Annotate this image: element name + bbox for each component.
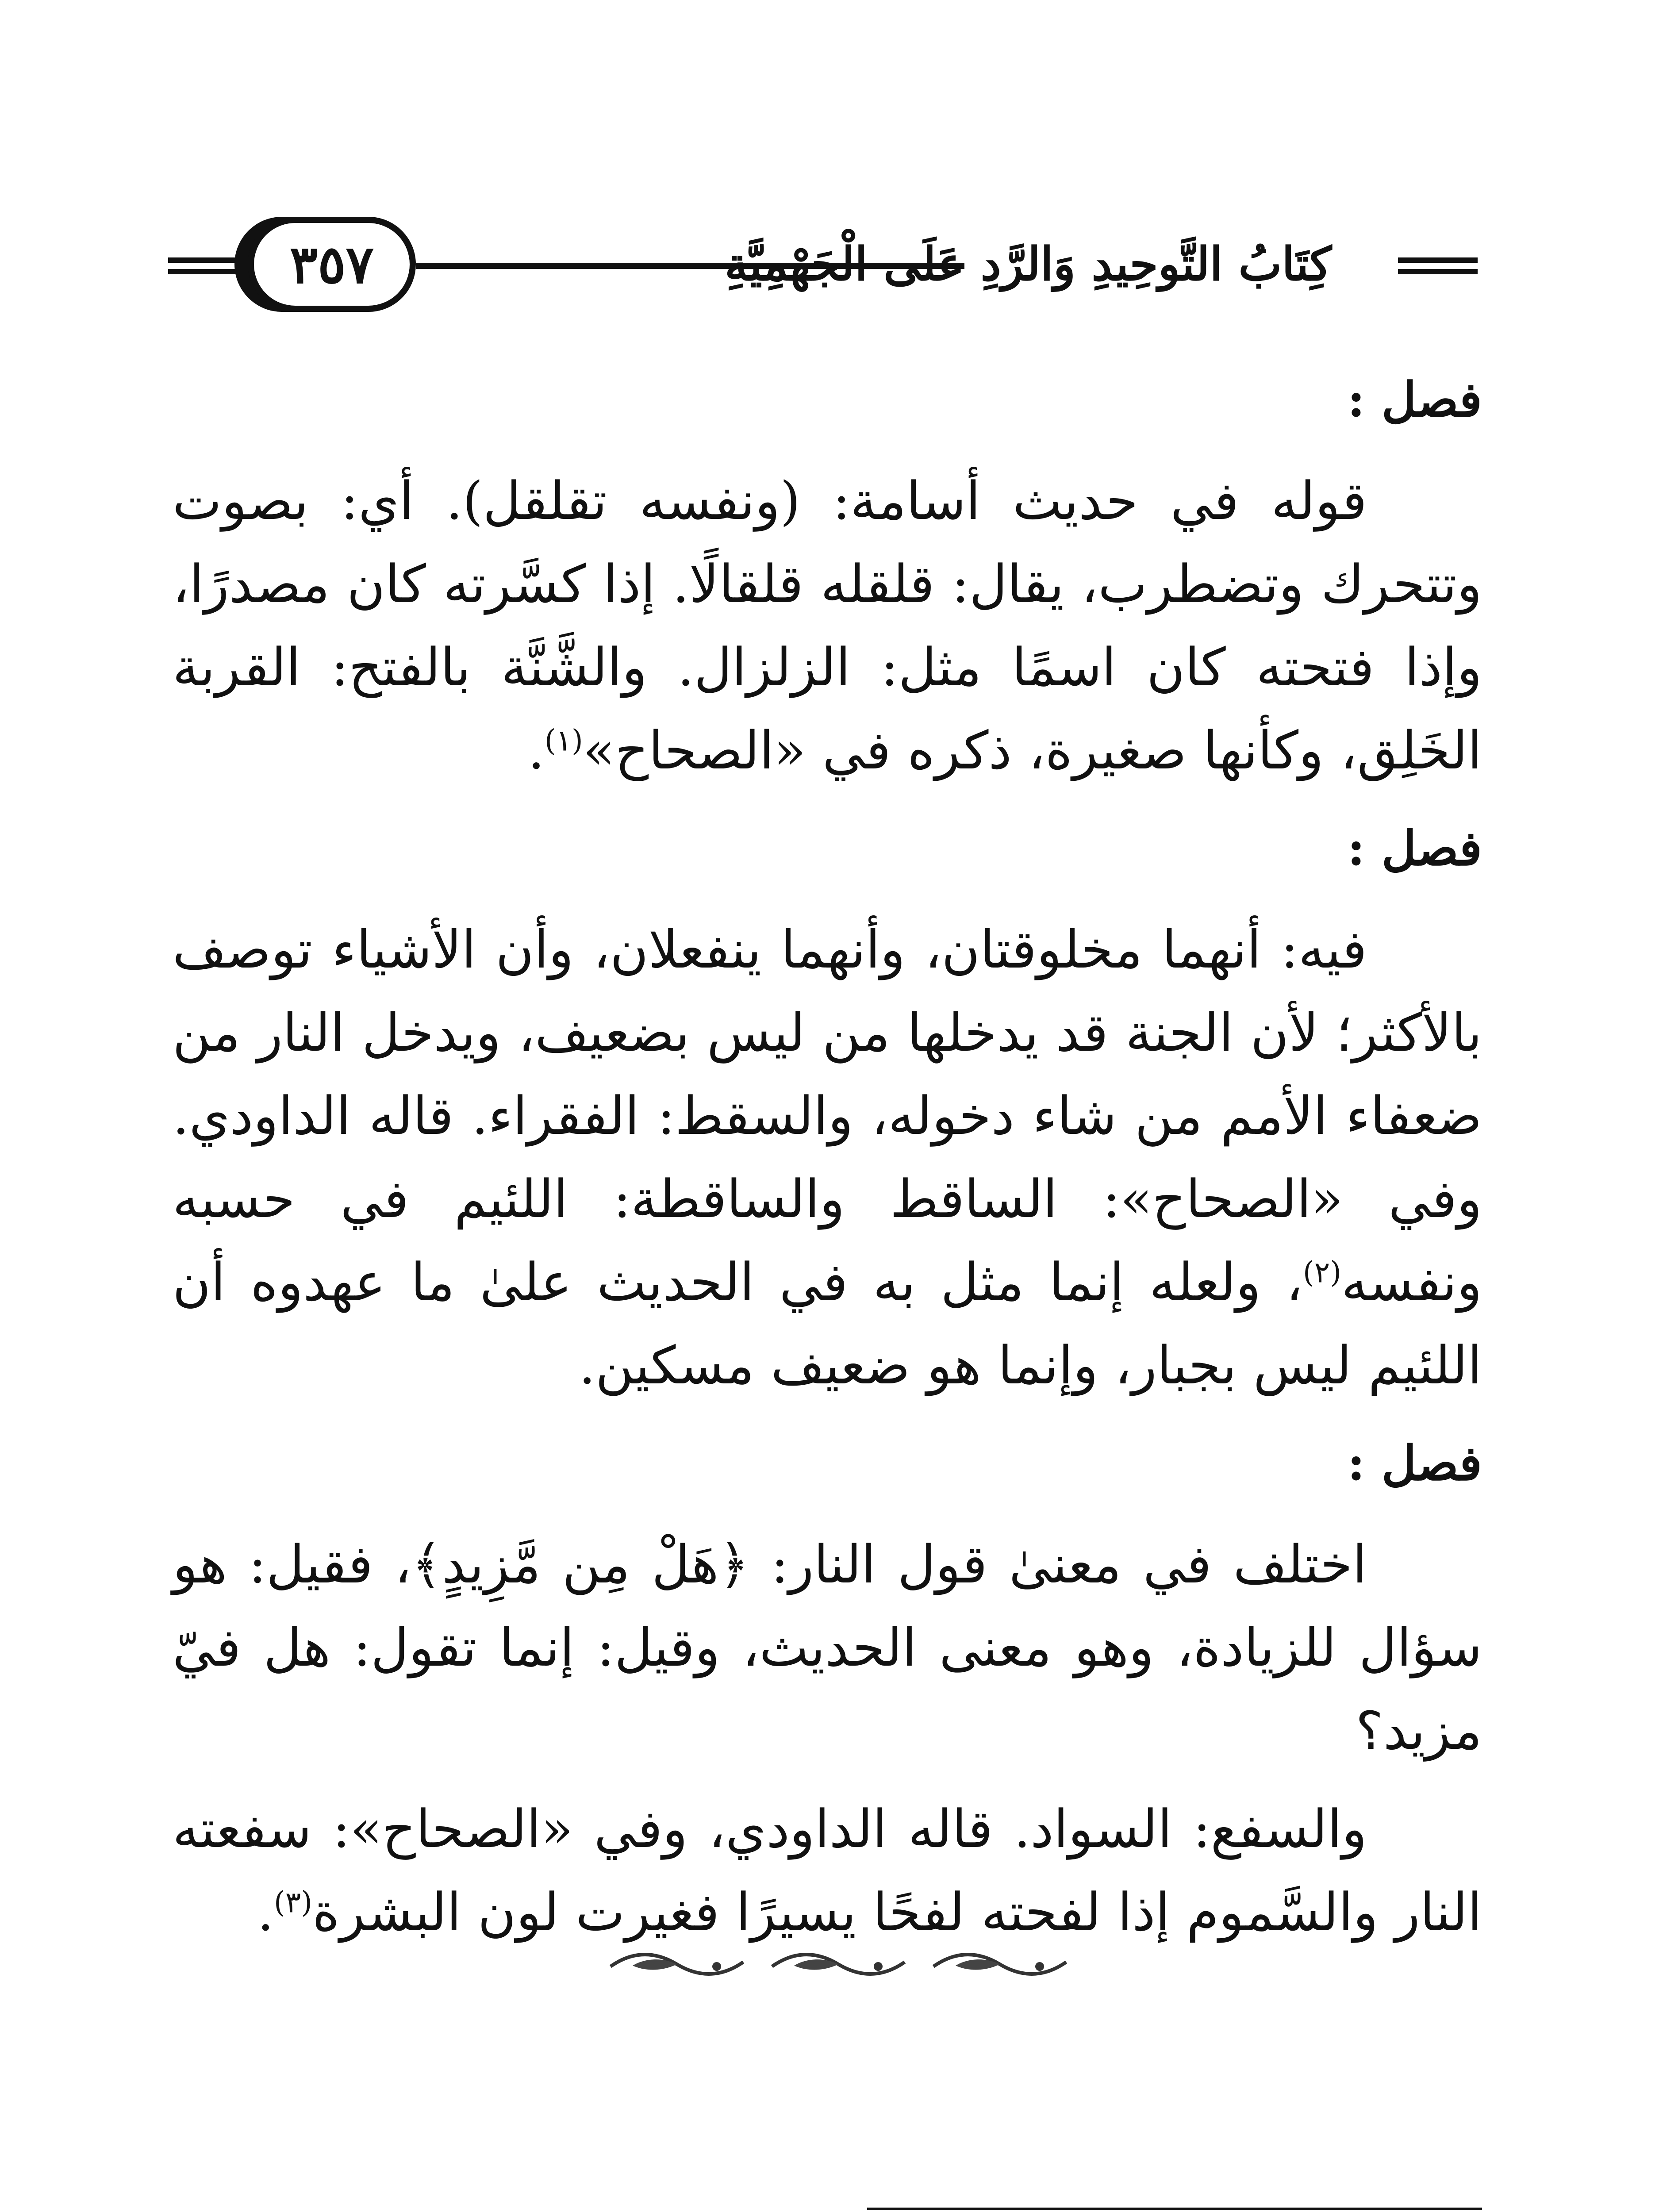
section-heading: فصل : (1347, 821, 1482, 876)
footnote-separator (867, 2208, 1482, 2210)
running-header (168, 217, 1478, 314)
paragraph: اختلف في معنىٰ قول النار: ﴿هَلْ مِن مَّزِيدٍ﴾، فقيل: هو سؤال للزيادة، وهو معنى الحديث، وقيل: إنما تقول: هل فيّ مزيد؟ (173, 1534, 1482, 1761)
page-number: ٣٥٧ (248, 217, 416, 312)
paragraph: فيه: أنهما مخلوقتان، وأنهما ينفعلان، وأن الأشياء توصف بالأكثر؛ لأن الجنة قد يدخلها من ليس بضعيف، ويدخل النار من ضعفاء الأمم من شاء دخوله، والسقط: الفقراء. قاله الداودي. وفي «الصحاح»: الساقط والساقطة: اللئيم في حسبه ونفسه$^{(٢)}$، ولعله إنما مثل به في الحديث علىٰ ما عهدوه أن اللئيم ليس بجبار، وإنما هو ضعيف مسكين. (173, 919, 1482, 1396)
header-rule-right-bottom (1398, 269, 1478, 274)
ornament-flourish-icon (929, 1949, 1071, 1980)
section-heading: فصل : (1347, 372, 1482, 428)
ornament-flourish-icon (606, 1949, 748, 1980)
section-heading: فصل : (1347, 1436, 1482, 1491)
paragraph: قوله في حديث أسامة: (ونفسه تقلقل). أي: بصوت وتتحرك وتضطرب، يقال: قلقله قلقالًا. إذا كسَّرته كان مصدرًا، وإذا فتحته كان اسمًا مثل: الزلزال. والشَّنَّة بالفتح: القربة الخَلِق، وكأنها صغيرة، ذكره في «الصحاح»$^{(١)}$. (173, 470, 1482, 781)
header-rule-right-top (1398, 257, 1478, 263)
footnote-ref[interactable]: (١) (544, 723, 583, 758)
book-title: كِتَابُ التَّوحِيدِ وَالرَّدِ عَلَى الْجَهْمِيَّةِ (725, 237, 1332, 291)
paragraph: والسفع: السواد. قاله الداودي، وفي «الصحاح»: سفعته النار والسَّموم إذا لفحته لفحًا يسيرًا فغيرت لون البشرة$^{(٣)}$. (173, 1798, 1482, 1943)
main-text (173, 354, 1482, 1969)
footnote-ref[interactable]: (٣) (274, 1885, 312, 1920)
ornament-divider (606, 1947, 1071, 1982)
footnote-ref[interactable]: (٢) (1303, 1255, 1341, 1290)
ornament-flourish-icon (768, 1949, 909, 1980)
